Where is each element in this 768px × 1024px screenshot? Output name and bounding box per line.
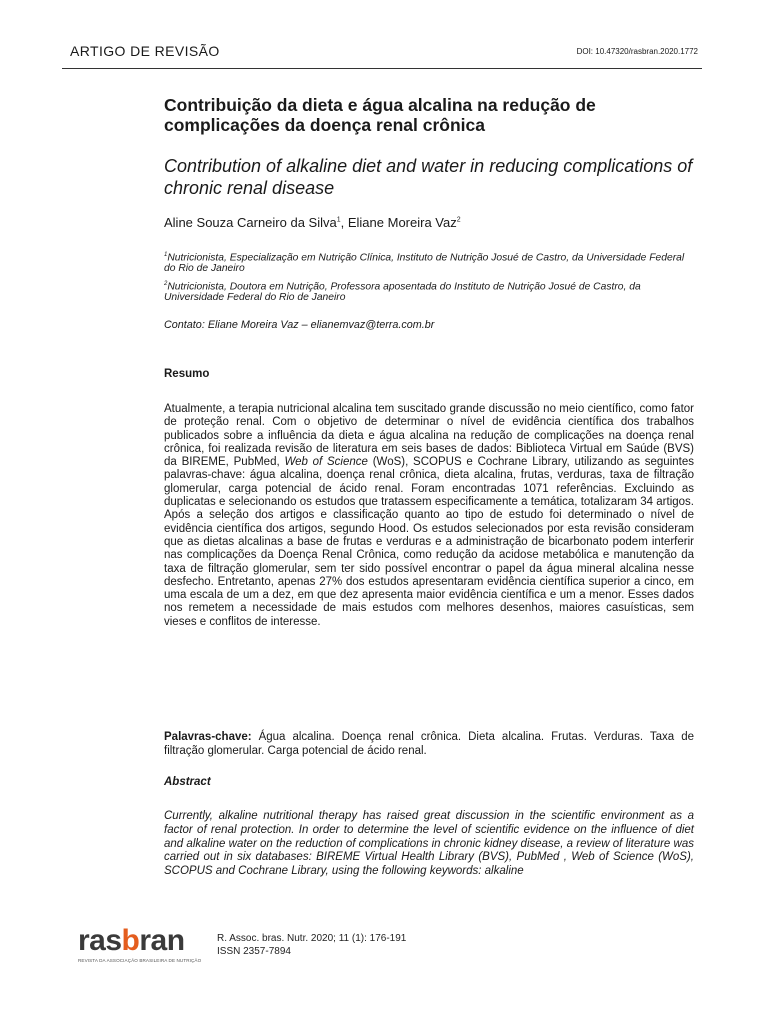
title-english: Contribution of alkaline diet and water in reducing complications of chronic renal disease — [164, 156, 693, 198]
logo-wordmark — [78, 925, 208, 957]
journal-logo — [78, 925, 208, 963]
affiliation-text: Nutricionista, Doutora em Nutrição, Professora aposentada do Instituto de Nutrição Josué de Castro, da Universidade Federal do Rio de Janeiro — [164, 281, 641, 304]
title-portuguese: Contribuição da dieta e água alcalina na redução de complicações da doença renal crônica — [164, 95, 596, 135]
authors-line — [164, 215, 694, 230]
keywords-label: Palavras-chave: — [164, 731, 252, 743]
author-separator: , — [340, 215, 348, 230]
author-affiliation-mark: 1 — [336, 216, 341, 224]
affiliation — [164, 250, 694, 274]
abstract-paragraph: Currently, alkaline nutritional therapy has raised great discussion in the scientific environment as a factor of renal protection. In order to determine the level of scientific evidence on the influence of diet and alkaline water on the reduction of complications in chronic kidney disease, a review of literature was carried out in six databases: BIREME Virtual Health Library (BVS), PubMed , Web of Science (WoS), SCOPUS and Cochrane Library, using the following keywords: alkaline — [164, 810, 694, 878]
keywords-paragraph — [164, 730, 694, 758]
affiliation — [164, 279, 694, 303]
keywords-text: Água alcalina. Doença renal crônica. Dieta alcalina. Frutas. Verduras. Taxa de filtração glomerular. Carga potencial de ácido renal. — [164, 731, 694, 757]
doi-link[interactable]: DOI: 10.47320/rasbran.2020.1772 — [576, 47, 698, 56]
logo-accent-letter: b — [121, 924, 140, 957]
affiliation-text: Nutricionista, Especialização em Nutrição Clínica, Instituto de Nutrição Josué de Castro, da Universidade Federal do Rio de Janeiro — [164, 252, 685, 275]
resumo-paragraph — [164, 403, 694, 629]
author-name: Aline Souza Carneiro da Silva — [164, 215, 337, 230]
resumo-italic-term: Web of Science — [284, 456, 368, 469]
abstract-heading: Abstract — [164, 776, 211, 788]
author-name: Eliane Moreira Vaz — [347, 215, 457, 230]
logo-text: ras — [78, 924, 122, 957]
logo-tagline: REVISTA DA ASSOCIAÇÃO BRASILEIRA DE NUTRIÇÃO — [78, 958, 202, 963]
affiliation-mark: 2 — [164, 281, 168, 287]
author-affiliation-mark: 2 — [456, 216, 461, 224]
footer-citation-block — [217, 932, 406, 958]
issn: ISSN 2357-7894 — [217, 946, 291, 957]
affiliation-mark: 1 — [164, 252, 168, 258]
contact-line: Contato: Eliane Moreira Vaz – elianemvaz@terra.com.br — [164, 319, 435, 331]
citation: R. Assoc. bras. Nutr. 2020; 11 (1): 176-191 — [217, 933, 407, 944]
section-label: ARTIGO DE REVISÃO — [70, 43, 220, 59]
logo-text: ran — [139, 924, 185, 957]
resumo-text: (WoS), SCOPUS e Cochrane Library, utilizando as seguintes palavras-chave: água alcalina, doença renal crônica, dieta alcalina, frutas, verduras, taxa de filtração glomerular, carga potencial de ácido renal. Foram encontradas 1071 referências. Excluindo as duplicatas e selecionando os estudos que tratassem especificamente a temática, totalizaram 34 artigos. Após a seleção dos artigos e classificação quanto ao tipo de estudo foi determinado o nível de evidência científica dos artigos, segundo Hood. Os estudos selecionados por esta revisão consideram que as dietas alcalinas a base de frutas e verduras e a administração de bicarbonato podem interferir nas complicações da Doença Renal Crônica, como redução da acidose metabólica e manutenção da taxa de filtração glomerular, sem ter sido possível encontrar o papel da água mineral alcalina nesse desfecho. Entretanto, apenas 27% dos estudos apresentaram evidência científica superior a cinco, em uma escala de um a dez, em que dez apresenta maior evidência científica e um a menor. Esses dados nos remetem a necessidade de mais estudos com melhores desenhos, maiores casuísticas, sem vieses e conflitos de interesse. — [164, 456, 694, 628]
resumo-heading: Resumo — [164, 368, 210, 380]
resumo-text: Atualmente, a terapia nutricional alcalina tem suscitado grande discussão no meio científico, como fator de proteção renal. Com o objetivo de determinar o nível de evidência científica dos trabalhos publicados sobre a influência da dieta e água alcalina na redução de complicações na doença renal crônica, foi realizada revisão de literatura em seis bases de dados: Biblioteca Virtual em Saúde (BVS) da BIREME, PubMed, — [164, 403, 694, 469]
header-divider — [62, 68, 702, 69]
